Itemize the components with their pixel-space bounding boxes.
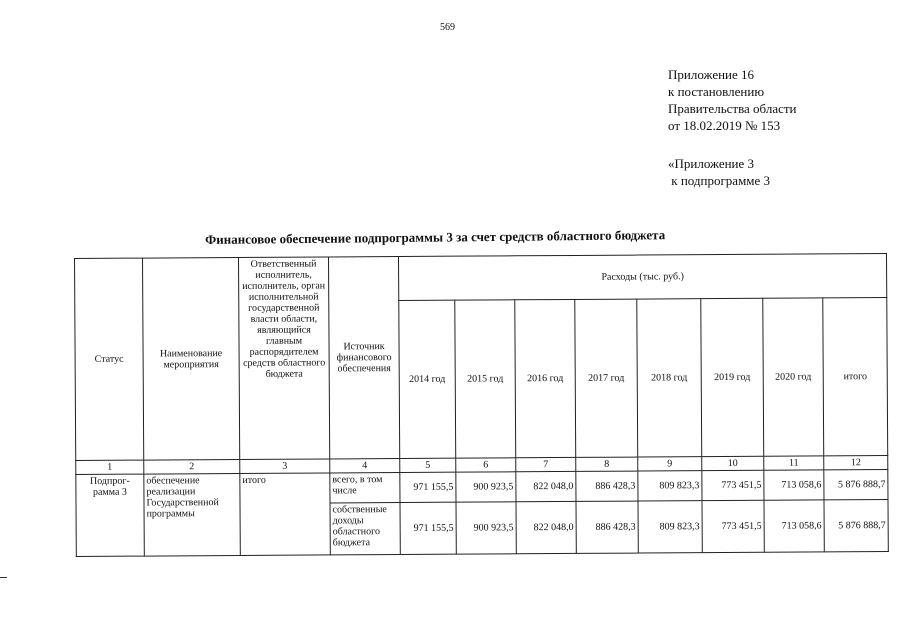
page-number: 569 bbox=[440, 22, 455, 33]
header-responsible: Ответственный исполнитель, исполнитель, орган исполнительной государственной власти области, являющийся главным распорядителем средств областного бюджета bbox=[238, 257, 329, 460]
header-year: 2016 год bbox=[515, 299, 576, 457]
table-cell: 900 923,5 bbox=[456, 502, 516, 554]
table-cell: 886 428,3 bbox=[576, 501, 638, 553]
row-status: Подпрог-рамма 3 bbox=[76, 474, 144, 556]
column-number: 9 bbox=[638, 457, 702, 471]
appendix-block bbox=[668, 66, 797, 134]
table-cell: 713 058,6 bbox=[764, 470, 824, 500]
header-source: Источник финансового обеспечения bbox=[328, 257, 399, 459]
header-total: итого bbox=[823, 298, 888, 456]
header-expenses: Расходы (тыс. руб.) bbox=[398, 254, 886, 301]
table-cell: 971 155,5 bbox=[400, 472, 456, 502]
appendix-sub-line: к подпрограмме 3 bbox=[668, 173, 771, 188]
appendix-line: Правительства области bbox=[668, 101, 797, 116]
header-year: 2020 год bbox=[763, 298, 824, 456]
table-cell-total: 5 876 888,7 bbox=[824, 500, 888, 552]
finance-table bbox=[74, 253, 889, 557]
column-number: 2 bbox=[144, 459, 240, 474]
table-cell-total: 5 876 888,7 bbox=[824, 470, 888, 500]
finance-table-wrapper bbox=[74, 253, 888, 557]
column-number: 1 bbox=[76, 460, 144, 474]
table-cell: 713 058,6 bbox=[764, 500, 824, 552]
header-year: 2017 год bbox=[575, 299, 638, 457]
header-year: 2018 год bbox=[637, 299, 702, 457]
table-cell: 773 451,5 bbox=[702, 500, 764, 552]
appendix-line: к постановлению bbox=[668, 84, 765, 99]
table-cell: 773 451,5 bbox=[702, 470, 764, 500]
column-number: 10 bbox=[702, 456, 764, 470]
table-cell: 822 048,0 bbox=[516, 501, 576, 553]
appendix-sub-block bbox=[668, 155, 770, 189]
column-number: 12 bbox=[824, 456, 888, 470]
table-cell: 809 823,3 bbox=[638, 471, 702, 501]
table-cell: 822 048,0 bbox=[516, 471, 576, 501]
header-year: 2014 год bbox=[399, 300, 456, 458]
row-name: обеспечение реализации Государственной программы bbox=[144, 473, 240, 556]
column-number: 8 bbox=[576, 457, 638, 471]
column-number: 3 bbox=[240, 459, 330, 474]
appendix-line: от 18.02.2019 № 153 bbox=[668, 118, 781, 133]
header-name: Наименование мероприятия bbox=[143, 257, 240, 460]
header-year: 2019 год bbox=[701, 298, 764, 456]
header-year: 2015 год bbox=[455, 300, 516, 458]
margin-mark bbox=[0, 577, 7, 578]
column-number: 11 bbox=[764, 456, 824, 470]
table-cell: 886 428,3 bbox=[576, 471, 638, 501]
appendix-line: Приложение 16 bbox=[668, 67, 755, 82]
appendix-sub-line: «Приложение 3 bbox=[668, 156, 755, 171]
header-status: Статус bbox=[75, 258, 144, 460]
column-number: 6 bbox=[456, 458, 516, 472]
row-responsible: итого bbox=[240, 473, 330, 556]
column-number: 4 bbox=[330, 459, 400, 473]
document-title: Финансовое обеспечение подпрограммы 3 за счет средств областного бюджета bbox=[205, 227, 666, 247]
table-cell: 971 155,5 bbox=[400, 502, 456, 554]
source-label: всего, в том числе bbox=[330, 473, 400, 503]
source-label: собственные доходы областного бюджета bbox=[330, 503, 400, 555]
table-cell: 900 923,5 bbox=[456, 472, 516, 502]
table-cell: 809 823,3 bbox=[638, 501, 702, 553]
column-number: 5 bbox=[400, 458, 456, 472]
column-number: 7 bbox=[516, 457, 576, 471]
